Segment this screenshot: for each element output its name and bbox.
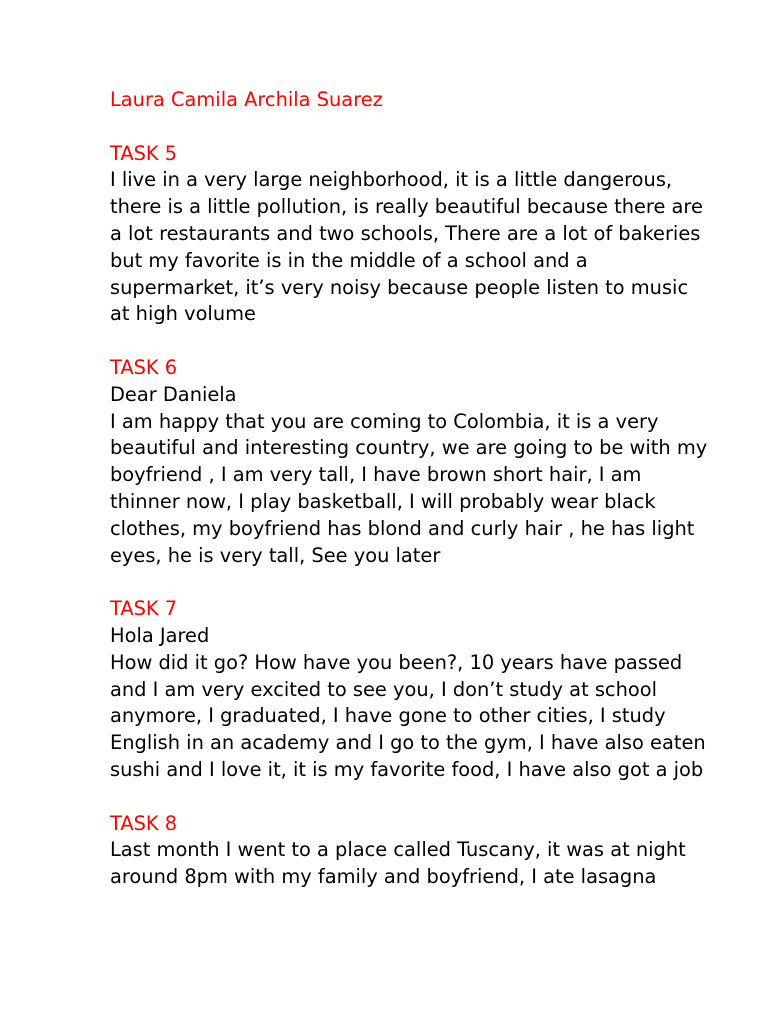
- author-name: Laura Camila Archila Suarez: [110, 88, 383, 111]
- task-7-title: TASK 7: [110, 597, 178, 621]
- task-5-title: TASK 5: [110, 141, 178, 165]
- task-8-section: [110, 811, 710, 891]
- task-6-section: [110, 355, 710, 569]
- task-6-title: TASK 6: [110, 355, 178, 379]
- task-7-greeting: Hola Jared: [110, 623, 210, 647]
- task-5-section: [110, 141, 710, 329]
- task-6-greeting: Dear Daniela: [110, 382, 237, 406]
- task-7-section: [110, 596, 710, 784]
- task-8-title: TASK 8: [110, 811, 178, 835]
- task-8-paragraph: Last month I went to a place called Tuscany, it was at night around 8pm with my family and boyfriend, I ate lasagna: [110, 838, 686, 889]
- task-5-paragraph: I live in a very large neighborhood, it is a little dangerous, there is a little pollution, is really beautiful because there are a lot restaurants and two schools, There are a lot of bakeries but my favorite is in the middle of a school and a supermarket, it’s very noisy because people listen to music at high volume: [110, 168, 703, 326]
- task-7-paragraph: How did it go? How have you been?, 10 years have passed and I am very excited to see you, I don’t study at school anymore, I graduated, I have gone to other cities, I study English in an academy and I go to the gym, I have also eaten sushi and I love it, it is my favorite food, I have also got a job: [110, 650, 706, 781]
- task-6-paragraph: I am happy that you are coming to Colombia, it is a very beautiful and interesting country, we are going to be with my boyfriend , I am very tall, I have brown short hair, I am thinner now, I play basketball, I will probably wear black clothes, my boyfriend has blond and curly hair , he has light eyes, he is very tall, See you later: [110, 409, 708, 567]
- document-page: [110, 87, 710, 891]
